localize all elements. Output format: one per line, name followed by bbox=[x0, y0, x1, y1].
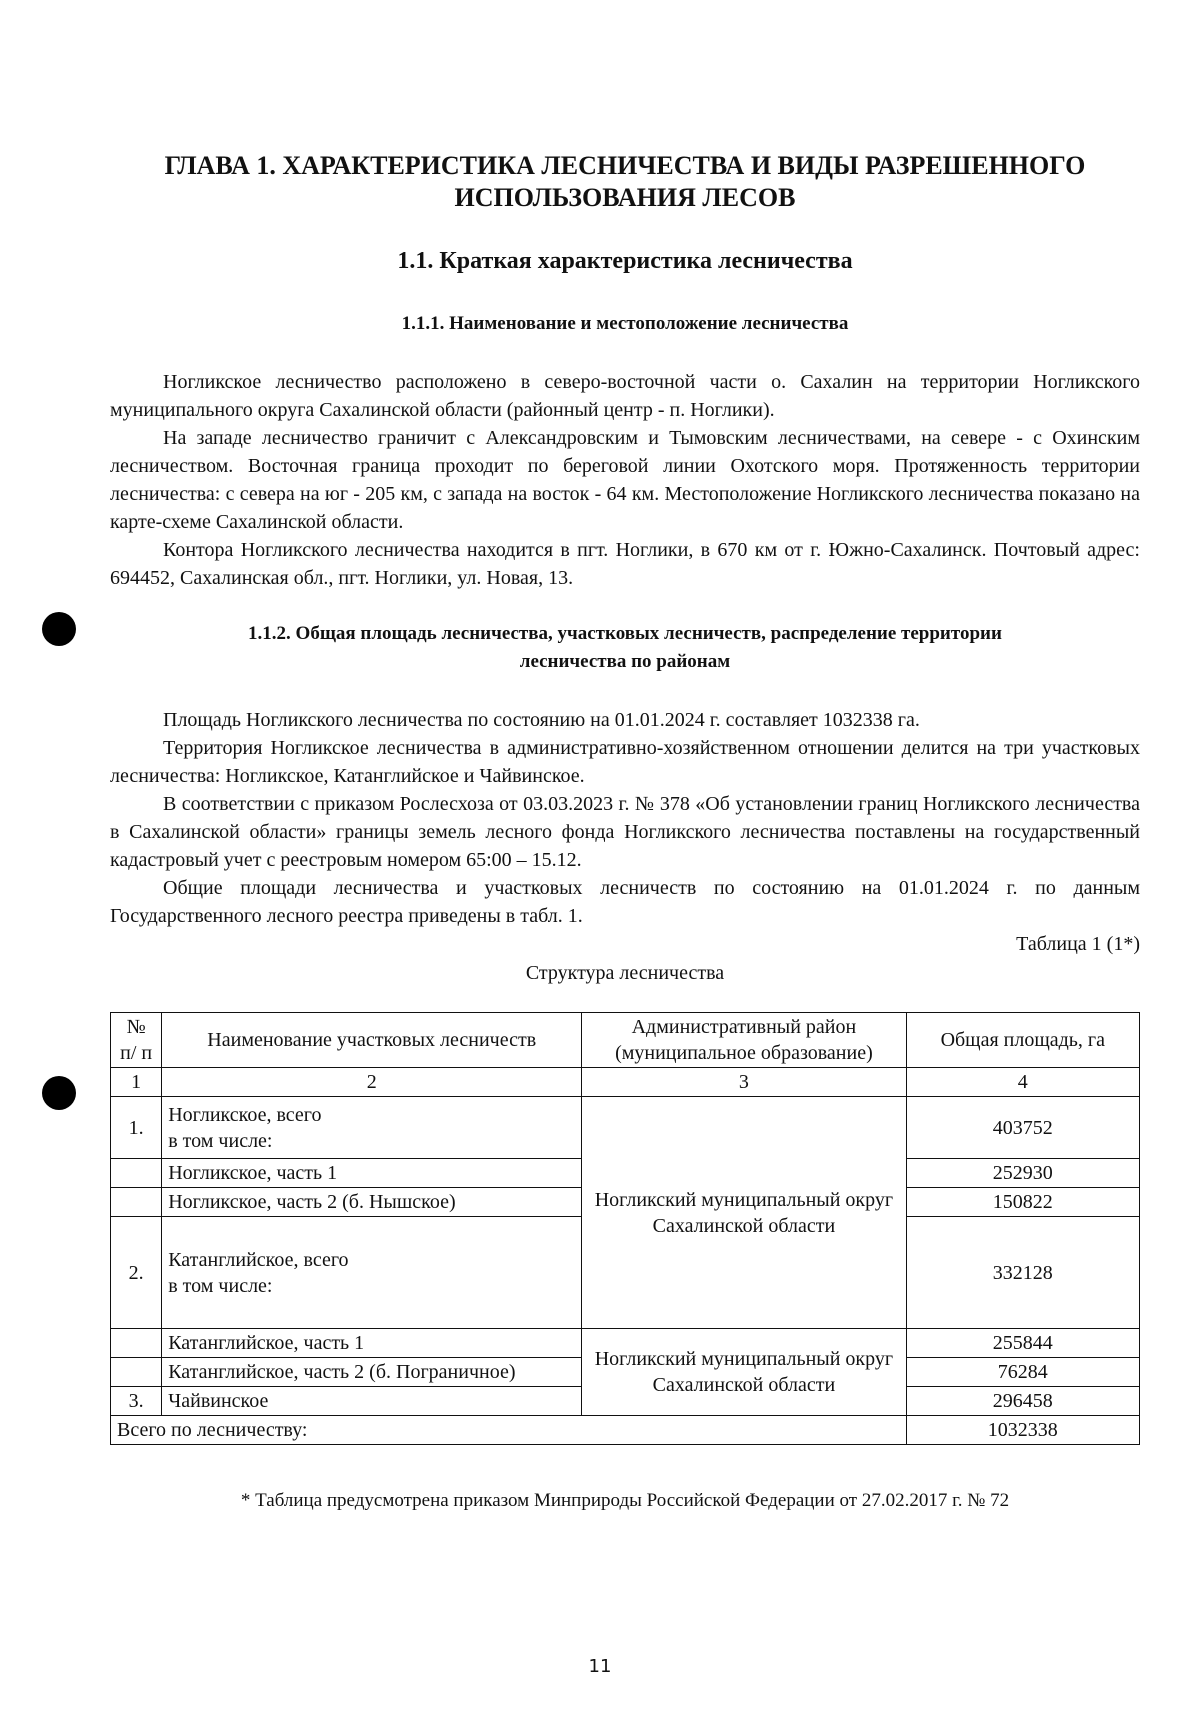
chapter-title-line2: ИСПОЛЬЗОВАНИЯ ЛЕСОВ bbox=[454, 183, 796, 212]
header-no: № п/ п bbox=[111, 1013, 162, 1068]
row-no bbox=[111, 1358, 162, 1387]
row-area: 150822 bbox=[906, 1188, 1139, 1217]
subsection1-title: 1.1.1. Наименование и местоположение лесничества bbox=[401, 313, 849, 334]
row-name bbox=[162, 1217, 582, 1329]
paragraph: Контора Ногликского лесничества находится в пгт. Ноглики, в 670 км от г. Южно-Сахалинск. Почтовый адрес: 694452, Сахалинская обл., пгт. Ноглики, ул. Новая, 13. bbox=[110, 539, 1140, 589]
paragraph: На западе лесничество граничит с Александровским и Тымовским лесничествами, на севере - с Охинским лесничеством. Восточная граница проходит по береговой линии Охотского моря. Протяженность территории лесничества: с севера на юг - 205 км, с запада на восток - 64 км. Местоположение Ногликского лесничества показано на карте-схеме Сахалинской области. bbox=[110, 427, 1140, 533]
total-row bbox=[111, 1416, 1140, 1445]
row-name: Катанглийское, часть 1 bbox=[162, 1329, 582, 1358]
row-name: Ногликское, часть 1 bbox=[162, 1159, 582, 1188]
punch-hole-mark bbox=[42, 1076, 76, 1110]
row-area: 252930 bbox=[906, 1159, 1139, 1188]
row-area: 403752 bbox=[906, 1097, 1139, 1159]
row-area: 332128 bbox=[906, 1217, 1139, 1329]
row-no bbox=[111, 1329, 162, 1358]
header-area: Общая площадь, га bbox=[906, 1013, 1139, 1068]
row-area: 76284 bbox=[906, 1358, 1139, 1387]
subsection2-text bbox=[110, 706, 1140, 930]
subsection2-title-line1: 1.1.2. Общая площадь лесничества, участковых лесничеств, распределение территории bbox=[248, 623, 1002, 644]
column-number: 1 bbox=[111, 1068, 162, 1097]
paragraph: В соответствии с приказом Рослесхоза от 03.03.2023 г. № 378 «Об установлении границ Ногликского лесничества в Сахалинской области» границы земель лесного фонда Ногликского лесничества поставлены на государственный кадастровый учет с реестровым номером 65:00 – 15.12. bbox=[110, 793, 1140, 871]
column-number: 4 bbox=[906, 1068, 1139, 1097]
subsection2-title-line2: лесничества по районам bbox=[519, 651, 731, 672]
paragraph: Площадь Ногликского лесничества по состоянию на 01.01.2024 г. составляет 1032338 га. bbox=[163, 709, 920, 731]
row-name: Ногликское, часть 2 (б. Нышское) bbox=[162, 1188, 582, 1217]
row-name-line2: в том числе: bbox=[168, 1129, 273, 1152]
district-cell: Ногликский муниципальный округ Сахалинской области bbox=[582, 1097, 906, 1329]
row-name: Чайвинское bbox=[162, 1387, 582, 1416]
table-row bbox=[111, 1329, 1140, 1358]
table-row bbox=[111, 1097, 1140, 1159]
section-title: 1.1. Краткая характеристика лесничества bbox=[397, 248, 853, 274]
table-footnote: * Таблица предусмотрена приказом Минприроды Российской Федерации от 27.02.2017 г. № 72 bbox=[240, 1490, 1010, 1511]
column-number: 2 bbox=[162, 1068, 582, 1097]
row-name bbox=[162, 1097, 582, 1159]
subsection1-text bbox=[110, 368, 1140, 592]
header-district: Административный район (муниципальное образование) bbox=[582, 1013, 906, 1068]
subsection2-title bbox=[110, 620, 1140, 676]
row-no: 2. bbox=[111, 1217, 162, 1329]
row-name-line2: в том числе: bbox=[168, 1274, 273, 1297]
paragraph: Территория Ногликское лесничества в административно-хозяйственном отношении делится на три участковых лесничества: Ногликское, Катанглийское и Чайвинское. bbox=[110, 737, 1140, 787]
forestry-structure-table bbox=[110, 1012, 1140, 1445]
total-value: 1032338 bbox=[906, 1416, 1139, 1445]
paragraph: Общие площади лесничества и участковых лесничеств по состоянию на 01.01.2024 г. по данным Государственного лесного реестра приведены в табл. 1. bbox=[110, 877, 1140, 927]
total-label: Всего по лесничеству: bbox=[111, 1416, 907, 1445]
row-area: 296458 bbox=[906, 1387, 1139, 1416]
paragraph: Ногликское лесничество расположено в северо-восточной части о. Сахалин на территории Ногликского муниципального округа Сахалинской области (районный центр - п. Ноглики). bbox=[110, 371, 1140, 421]
table-caption: Структура лесничества bbox=[525, 962, 725, 984]
row-name-line1: Катанглийское, всего bbox=[168, 1248, 349, 1271]
header-name: Наименование участковых лесничеств bbox=[162, 1013, 582, 1068]
column-number-row bbox=[111, 1068, 1140, 1097]
row-area: 255844 bbox=[906, 1329, 1139, 1358]
row-name-line1: Ногликское, всего bbox=[168, 1103, 322, 1126]
row-no: 3. bbox=[111, 1387, 162, 1416]
table-header-row bbox=[111, 1013, 1140, 1068]
chapter-title-line1: ГЛАВА 1. ХАРАКТЕРИСТИКА ЛЕСНИЧЕСТВА И ВИДЫ РАЗРЕШЕННОГО bbox=[164, 151, 1086, 180]
table-number: Таблица 1 (1*) bbox=[1016, 933, 1140, 955]
page-number: 11 bbox=[588, 1656, 612, 1677]
row-no bbox=[111, 1188, 162, 1217]
chapter-title bbox=[110, 150, 1140, 214]
district-cell: Ногликский муниципальный округ Сахалинской области bbox=[582, 1329, 906, 1416]
row-name: Катанглийское, часть 2 (б. Пограничное) bbox=[162, 1358, 582, 1387]
row-no: 1. bbox=[111, 1097, 162, 1159]
punch-hole-mark bbox=[42, 612, 76, 646]
row-no bbox=[111, 1159, 162, 1188]
column-number: 3 bbox=[582, 1068, 906, 1097]
